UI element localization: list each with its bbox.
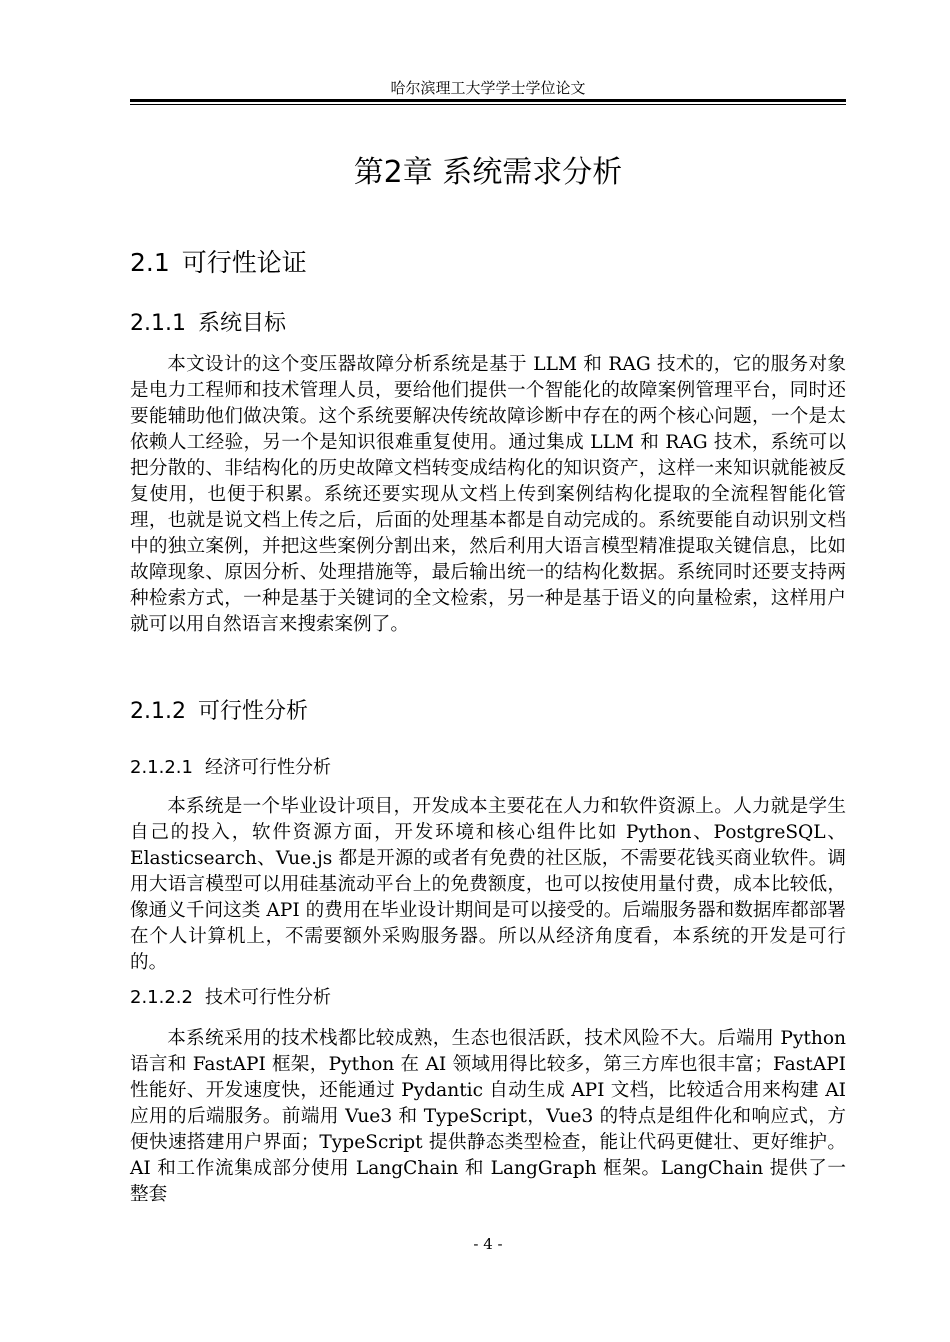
header-rule-thin [130,104,846,105]
section-heading-2-1-1 [130,309,846,339]
header-rule-thick [130,99,846,102]
section-heading-2-1-2-2 [130,985,846,1011]
section-title: 可行性论证 [181,248,307,277]
section-heading-2-1-2 [130,697,846,727]
section-title: 技术可行性分析 [204,987,331,1008]
section-title: 可行性分析 [197,699,308,724]
paragraph-system-goal: 本文设计的这个变压器故障分析系统是基于 LLM 和 RAG 技术的，它的服务对象是电力工程师和技术管理人员，要给他们提供一个智能化的故障案例管理平台，同时还要能辅助他们做决策。这个系统要解决传统故障诊断中存在的两个核心问题，一个是太依赖人工经验，另一个是知识很难重复使用。通过集成 LLM 和 RAG 技术，系统可以把分散的、非结构化的历史故障文档转变成结构化的知识资产，这样一来知识就能被反复使用，也便于积累。系统还要实现从文档上传到案例结构化提取的全流程智能化管理，也就是说文档上传之后，后面的处理基本都是自动完成的。系统要能自动识别文档中的独立案例，并把这些案例分割出来，然后利用大语言模型精准提取关键信息，比如故障现象、原因分析、处理措施等，最后输出统一的结构化数据。系统同时还要支持两种检索方式，一种是基于关键词的全文检索，另一种是基于语义的向量检索，这样用户就可以用自然语言来搜索案例了。 [130,354,846,635]
section-title: 系统目标 [197,311,286,336]
section-number: 2.1 [130,248,170,277]
section-number: 2.1.2 [130,699,186,724]
section-number: 2.1.2.2 [130,987,193,1008]
running-header: 哈尔滨理工大学学士学位论文 [390,79,586,97]
page-number: - 4 - [473,1235,503,1253]
section-heading-2-1 [130,247,846,279]
chapter-title: 第2章 系统需求分析 [353,155,623,190]
paragraph-economic-feasibility: 本系统是一个毕业设计项目，开发成本主要花在人力和软件资源上。人力就是学生自己的投入，软件资源方面，开发环境和核心组件比如 Python、PostgreSQL、Elasticsearch、Vue.js 都是开源的或者有免费的社区版，不需要花钱买商业软件。调用大语言模型可以用硅基流动平台上的免费额度，也可以按使用量付费，成本比较低，像通义千问这类 API 的费用在毕业设计期间是可以接受的。后端服务器和数据库都部署在个人计算机上，不需要额外采购服务器。所以从经济角度看，本系统的开发是可行的。 [130,796,846,973]
paragraph-technical-feasibility: 本系统采用的技术栈都比较成熟，生态也很活跃，技术风险不大。后端用 Python 语言和 FastAPI 框架，Python 在 AI 领域用得比较多，第三方库也很丰富；FastAPI 性能好、开发速度快，还能通过 Pydantic 自动生成 API 文档，比较适合用来构建 AI 应用的后端服务。前端用 Vue3 和 TypeScript，Vue3 的特点是组件化和响应式，方便快速搭建用户界面；TypeScript 提供静态类型检查，能让代码更健壮、更好维护。AI 和工作流集成部分使用 LangChain 和 LangGraph 框架。LangChain 提供了一整套 [130,1028,846,1205]
section-number: 2.1.2.1 [130,757,193,778]
section-number: 2.1.1 [130,311,186,336]
section-heading-2-1-2-1 [130,755,846,781]
section-title: 经济可行性分析 [204,757,331,778]
